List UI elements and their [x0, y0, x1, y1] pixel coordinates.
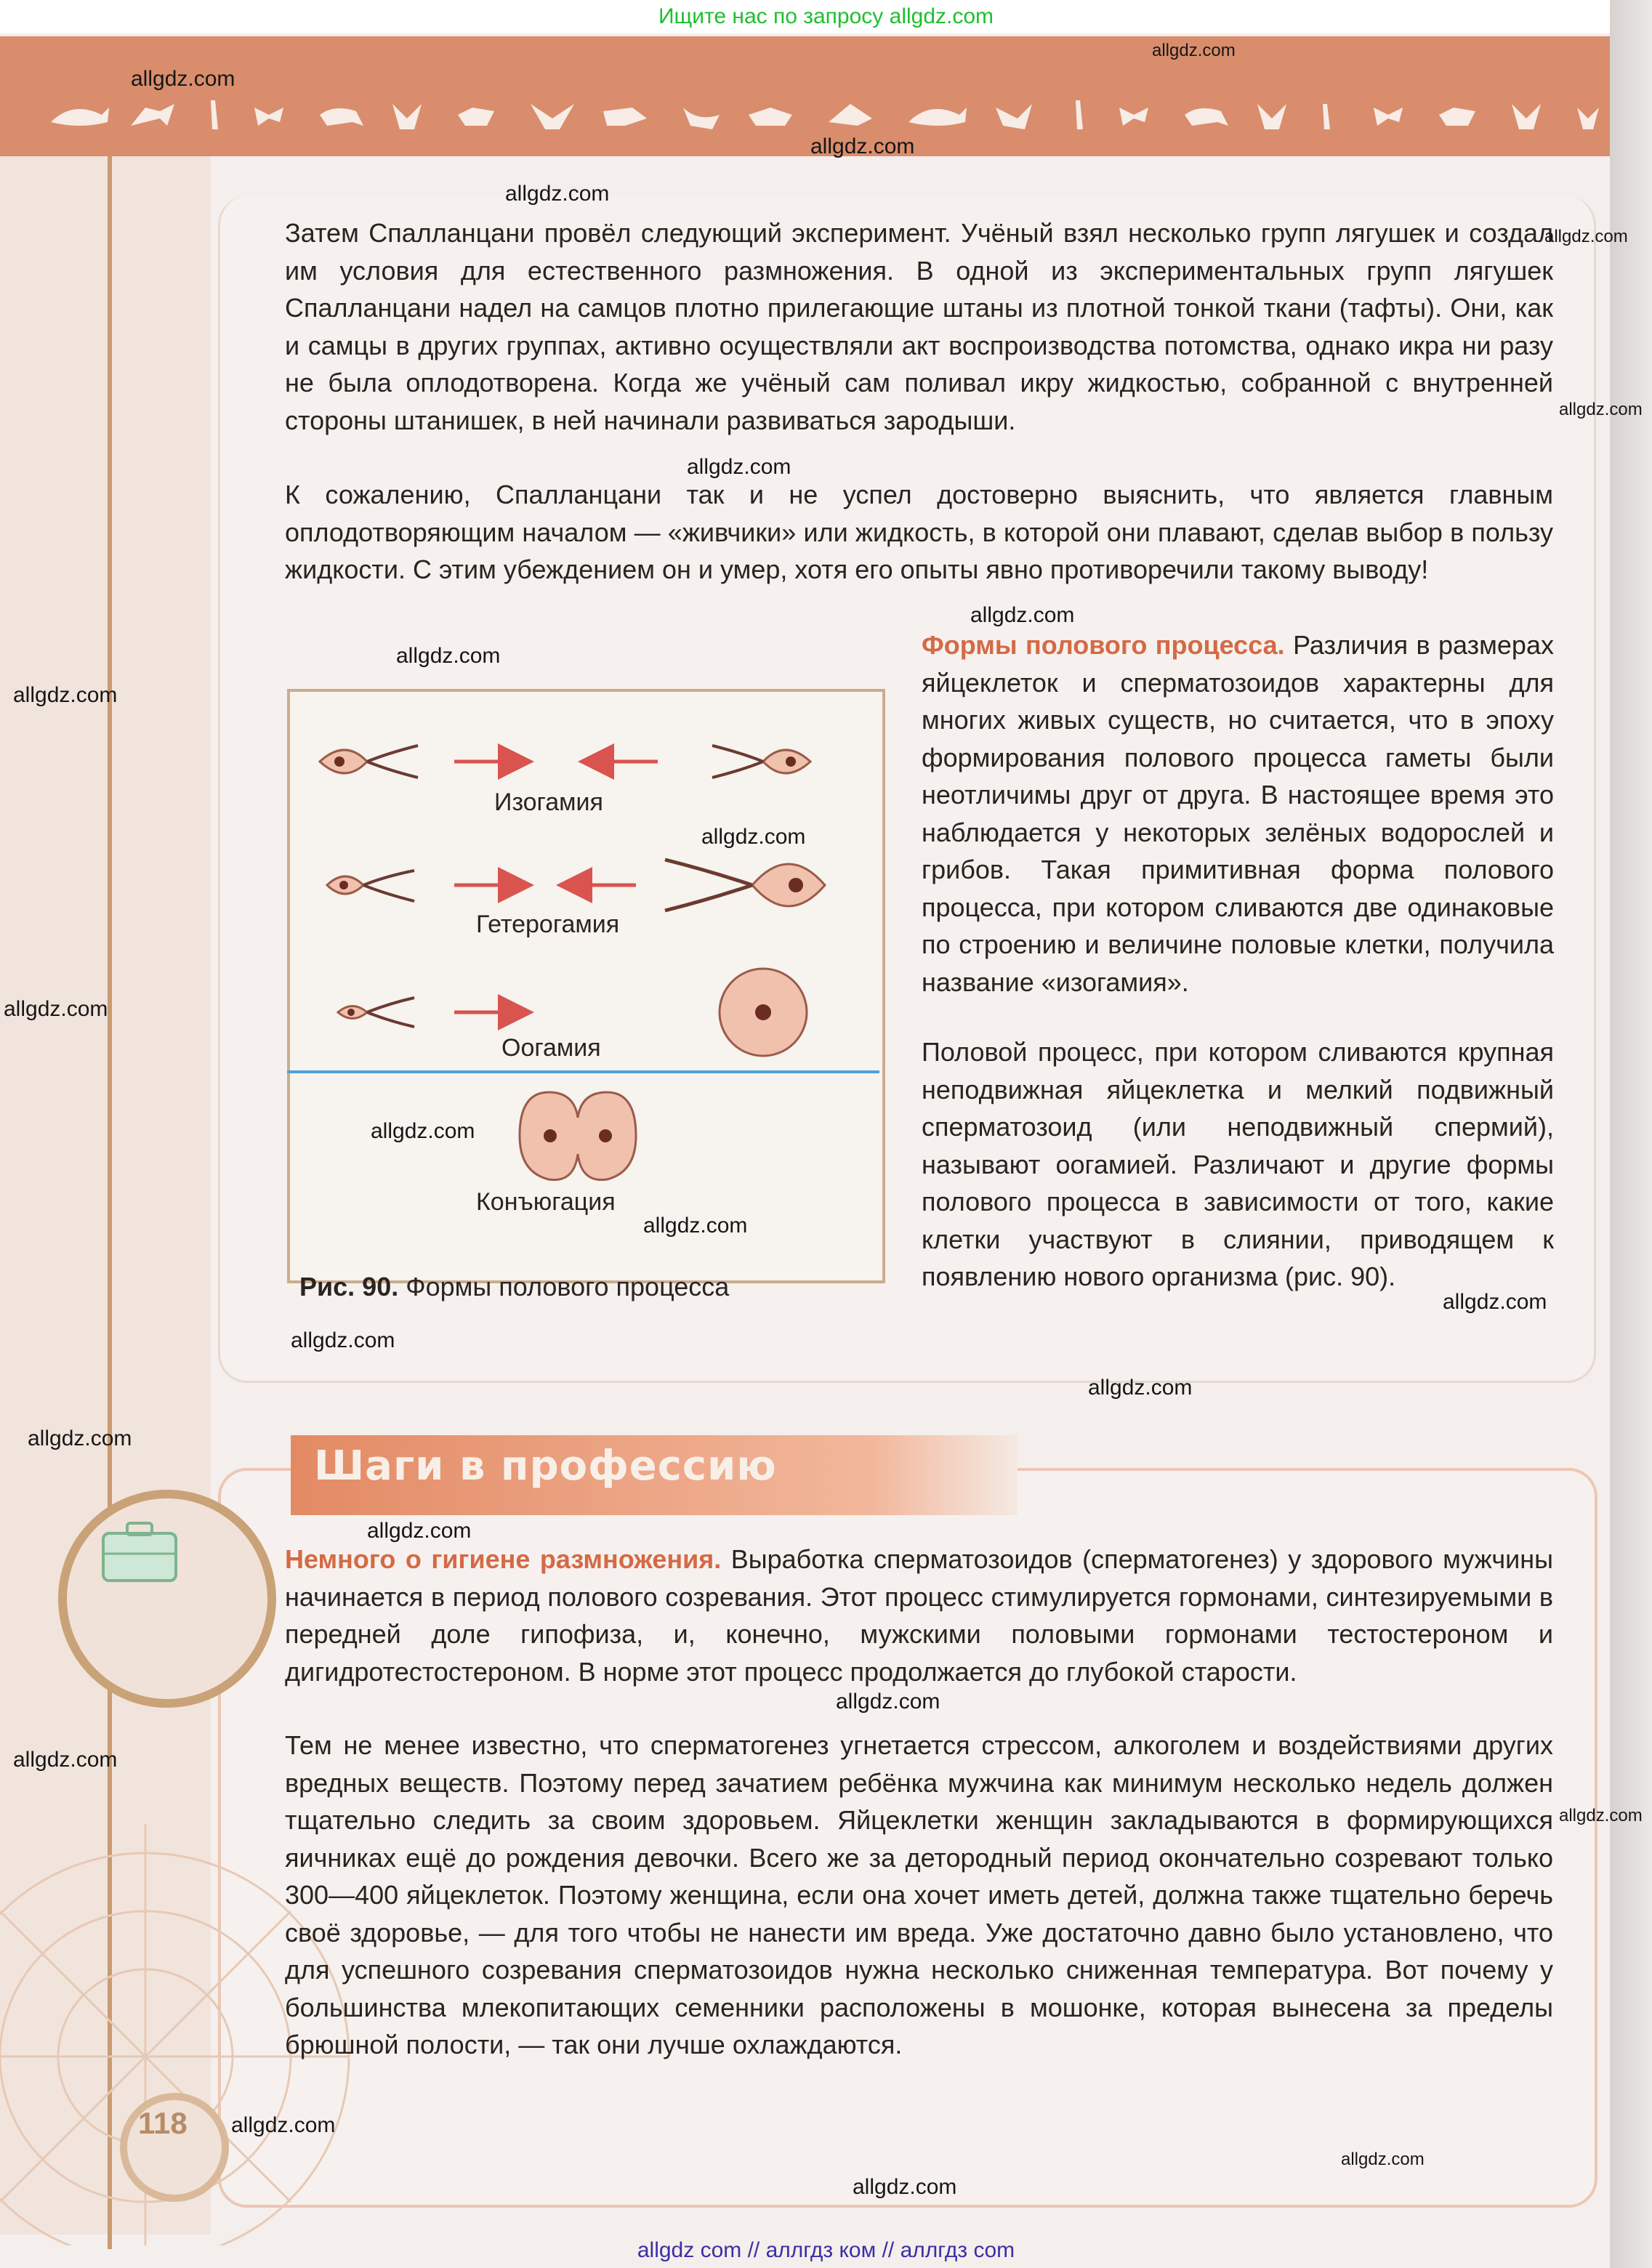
page-fold — [1610, 0, 1652, 2268]
heterogamy-large-gamete — [665, 860, 825, 911]
watermark: allgdz.com — [970, 603, 1075, 627]
watermark: allgdz.com — [1341, 2150, 1425, 2169]
forms-paragraph-2: Половой процесс, при котором сливаются крупная неподвижная яйцеклетка и мелкий подвижный сперматозоид (или неподвижный спермий), называют оогамией. Различают и другие формы полового процесса в зависимости от того, какие клетки участвуют в слиянии, приводящем к появлению нового организма (рис. 90). — [922, 1037, 1554, 1291]
intro-paragraph-2: К сожалению, Спалланцани так и не успел достоверно выяснить, что является главным оплодотворяющим началом — «живчики» или жидкость, в которой они плавают, сделав выбор в пользу жидкости. С этим убеждением он и умер, хотя его опыты явно противоречили такому выводу! — [285, 480, 1553, 584]
label-heterogamy: Гетерогамия — [476, 911, 620, 938]
watermark: allgdz.com — [131, 67, 235, 91]
forms-text-1: Различия в размерах яйцеклеток и сперматозоидов характерны для многих живых существ, но считается, что в эпоху формирования полового процесса гаметы были неотличимы друг от друга. В настоящее время это наблюдается у некоторых зелёных водорослей и грибов. Такая примитивная форма полового процесса, при котором сливаются две одинаковые по строению и величине половые клетки, получила название «изогамия». — [922, 630, 1554, 997]
label-isogamy: Изогамия — [494, 788, 603, 816]
watermark: allgdz.com — [367, 1519, 472, 1543]
watermark: allgdz.com — [4, 997, 108, 1021]
figure-caption-text: Формы полового процесса — [406, 1272, 730, 1302]
label-conjugation: Конъюгация — [476, 1188, 616, 1216]
watermark: allgdz.com — [810, 134, 915, 158]
watermark: allgdz.com — [1544, 227, 1628, 246]
oogamy-egg — [720, 969, 807, 1056]
figure-caption — [299, 1272, 729, 1302]
steps-paragraph-1 — [285, 1541, 1553, 1690]
briefcase-icon — [100, 1519, 180, 1584]
watermark: allgdz.com — [687, 455, 791, 479]
oogamy-sperm — [338, 998, 414, 1027]
watermark: allgdz.com — [1088, 1376, 1193, 1400]
watermark: allgdz.com — [853, 2175, 957, 2199]
footer-links[interactable]: allgdz com // аллгдз ком // аллгдз com — [637, 2238, 1015, 2262]
watermark: allgdz.com — [13, 683, 118, 707]
label-oogamy: Оогамия — [501, 1034, 601, 1062]
forms-heading: Формы полового процесса. — [922, 630, 1285, 660]
top-banner-text[interactable]: Ищите нас по запросу allgdz.com — [658, 4, 994, 28]
watermark: allgdz.com — [1152, 41, 1236, 60]
watermark: allgdz.com — [13, 1748, 118, 1772]
watermark: allgdz.com — [1443, 1290, 1547, 1314]
watermark: allgdz.com — [836, 1690, 940, 1714]
animal-silhouettes-icon — [51, 93, 1606, 137]
top-banner[interactable] — [0, 0, 1652, 33]
watermark: allgdz.com — [291, 1328, 395, 1352]
steps-text-1: Выработка сперматозоидов (сперматогенез) у здорового мужчины начинается в период полового созревания. Этот процесс стимулируется гормонами, синтезируемыми в передней доле гипофиза, и, конечно, мужскими половыми гормонами тестостероном и дигидротестостероном. В норме этот процесс продолжается до глубокой старости. — [285, 1544, 1553, 1687]
forms-paragraph-1 — [922, 626, 1554, 1001]
watermark: allgdz.com — [231, 2113, 336, 2137]
watermark: allgdz.com — [1559, 400, 1643, 419]
watermark: allgdz.com — [28, 1426, 132, 1450]
watermark: allgdz.com — [643, 1214, 748, 1238]
conjugation-cells — [520, 1092, 636, 1180]
watermark: allgdz.com — [1559, 1806, 1643, 1825]
watermark: allgdz.com — [371, 1119, 475, 1143]
steps-heading: Немного о гигиене размножения. — [285, 1544, 722, 1574]
watermark: allgdz.com — [505, 182, 610, 206]
watermark: allgdz.com — [701, 825, 806, 849]
isogamy-left-gamete — [320, 746, 418, 778]
steps-paragraph-2: Тем не менее известно, что сперматогенез угнетается стрессом, алкоголем и воздействиями других вредных веществ. Поэтому перед зачатием ребёнка мужчина как минимум несколько недель должен тщательно следить за своим здоровьем. Яйцеклетки женщин закладываются в формирующихся яичниках ещё до рождения девочки. Всего же за детородный период окончательно созревают только 300—400 яйцеклеток. Поэтому женщина, если она хочет иметь детей, должна также тщательно беречь своё здоровье, — для того чтобы не нанести им вреда. Уже достаточно давно было установлено, что для успешного созревания сперматозоидов нужна несколько сниженная температура. Вот почему у большинства млекопитающих семенники расположены в мошонке, которая вынесена за пределы брюшной полости, — так они лучше охлаждаются. — [285, 1730, 1553, 2059]
heterogamy-small-gamete — [327, 871, 414, 901]
steps-title: Шаги в профессию — [314, 1442, 777, 1490]
page-number: 118 — [138, 2106, 188, 2140]
figure-caption-number: Рис. 90. — [299, 1272, 399, 1302]
isogamy-right-gamete — [712, 746, 810, 778]
intro-paragraph-1: Затем Спалланцани провёл следующий эксперимент. Учёный взял несколько групп лягушек и создал им условия для естественного размножения. В одной из экспериментальных групп лягушек Спалланцани надел на самцов плотно прилегающие штаны из плотной тонкой ткани (тафты). Они, как и самцы в других группах, активно осуществляли акт воспроизводства потомства, однако икра ни разу не была оплодотворена. Когда же учёный сам поливал икру жидкостью, собранной с внутренней стороны штанишек, в ней начинали развиваться зародыши. — [285, 218, 1553, 435]
watermark: allgdz.com — [396, 644, 501, 668]
